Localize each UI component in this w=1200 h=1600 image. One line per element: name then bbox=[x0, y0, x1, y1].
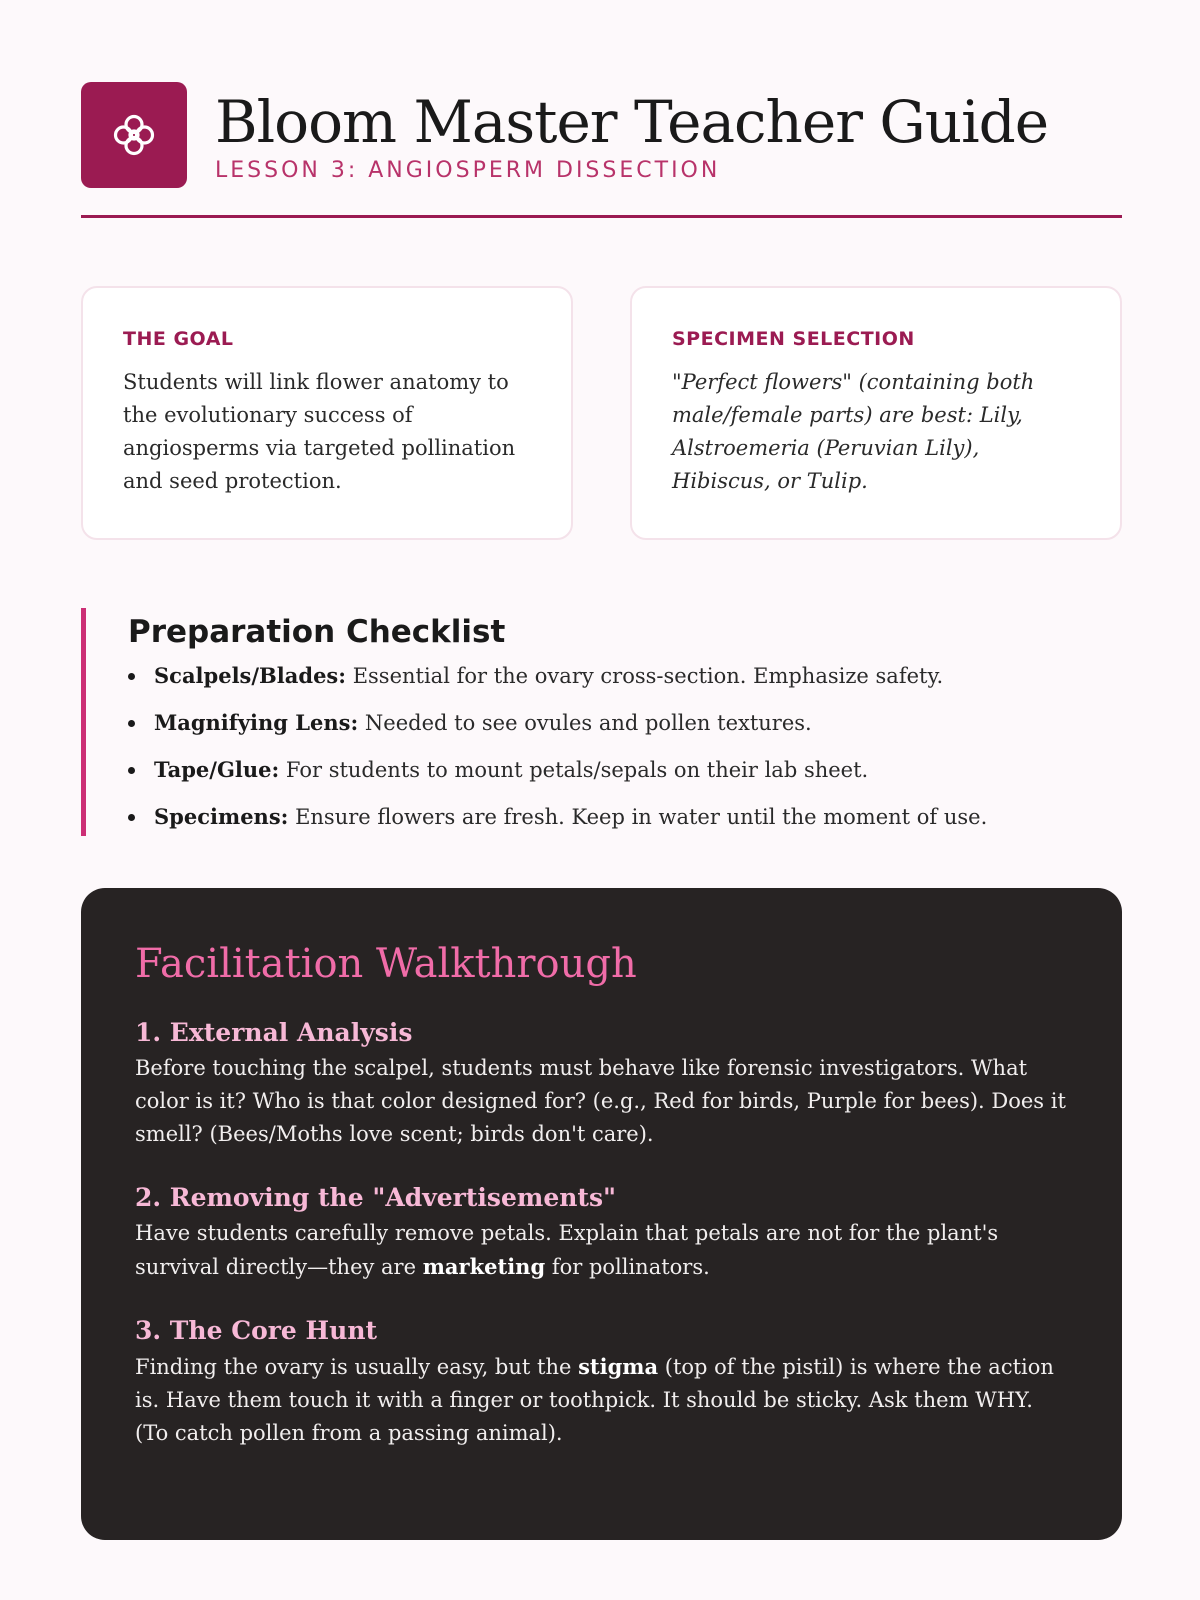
preparation-checklist bbox=[81, 608, 1122, 836]
header bbox=[81, 82, 1122, 188]
lesson-subtitle: LESSON 3: ANGIOSPERM DISSECTION bbox=[215, 157, 721, 183]
teacher-guide-page bbox=[81, 82, 1122, 1540]
goal-card-label: THE GOAL bbox=[123, 328, 234, 350]
header-divider bbox=[81, 215, 1122, 218]
step-text-emphasis: marketing bbox=[422, 1254, 546, 1279]
list-item bbox=[128, 803, 1122, 831]
info-cards bbox=[81, 286, 1122, 540]
specimen-card bbox=[630, 286, 1122, 540]
list-item-desc: Essential for the ovary cross-section. Emphasize safety. bbox=[346, 664, 944, 688]
step-title: 1. External Analysis bbox=[135, 1018, 413, 1047]
list-item-term: Magnifying Lens: bbox=[154, 710, 359, 735]
list-item-term: Specimens: bbox=[154, 804, 289, 829]
step-title: 3. The Core Hunt bbox=[135, 1316, 378, 1345]
bullet-icon bbox=[128, 720, 135, 727]
walkthrough-step bbox=[135, 1016, 1068, 1151]
list-item bbox=[128, 756, 1122, 784]
specimen-card-label: SPECIMEN SELECTION bbox=[672, 328, 915, 350]
step-text: Before touching the scalpel, students must behave like forensic investigators. What color is it? Who is that color designed for? (e.g., Red for birds, Purple for bees). Does it smell? (Bees/Moths love scent; birds don't care). bbox=[135, 1056, 1066, 1146]
goal-card bbox=[81, 286, 573, 540]
bullet-icon bbox=[128, 673, 135, 680]
walkthrough-step bbox=[135, 1314, 1068, 1450]
step-text-part: (top of the pistil) is where the action is. Have them touch it with a finger or toothpick. It should be sticky. Ask them WHY. (To catch pollen from a passing animal). bbox=[135, 1355, 1054, 1445]
bullet-icon bbox=[128, 814, 135, 821]
step-text-part: for pollinators. bbox=[545, 1255, 710, 1279]
step-text-part: Finding the ovary is usually easy, but the bbox=[135, 1355, 579, 1379]
list-item-desc: Needed to see ovules and pollen textures. bbox=[358, 711, 812, 735]
step-text-emphasis: stigma bbox=[578, 1354, 659, 1379]
list-item-desc: For students to mount petals/sepals on their lab sheet. bbox=[279, 758, 869, 782]
list-item-desc: Ensure flowers are fresh. Keep in water until the moment of use. bbox=[288, 805, 988, 829]
step-text bbox=[135, 1217, 1068, 1284]
step-text-part: Have students carefully remove petals. Explain that petals are not for the plant's survival directly—they are bbox=[135, 1221, 999, 1279]
goal-card-text: Students will link flower anatomy to the evolutionary success of angiosperms via targeted pollination and seed protection. bbox=[123, 370, 516, 493]
page-title: Bloom Master Teacher Guide bbox=[215, 87, 1049, 156]
checklist-title: Preparation Checklist bbox=[128, 614, 506, 650]
specimen-card-text: "Perfect flowers" (containing both male/female parts) are best: Lily, Alstroemeria (Peruvian Lily), Hibiscus, or Tulip. bbox=[672, 370, 1035, 493]
walkthrough-step bbox=[135, 1181, 1068, 1284]
checklist-list bbox=[128, 662, 1122, 831]
list-item bbox=[128, 662, 1122, 690]
facilitation-walkthrough bbox=[81, 888, 1122, 1540]
step-title: 2. Removing the "Advertisements" bbox=[135, 1183, 617, 1212]
step-text bbox=[135, 1350, 1068, 1450]
title-block bbox=[215, 88, 1048, 183]
walkthrough-title: Facilitation Walkthrough bbox=[135, 941, 637, 987]
list-item bbox=[128, 709, 1122, 737]
list-item-term: Tape/Glue: bbox=[154, 757, 280, 782]
flower-icon bbox=[81, 82, 187, 188]
list-item-term: Scalpels/Blades: bbox=[154, 663, 347, 688]
bullet-icon bbox=[128, 767, 135, 774]
